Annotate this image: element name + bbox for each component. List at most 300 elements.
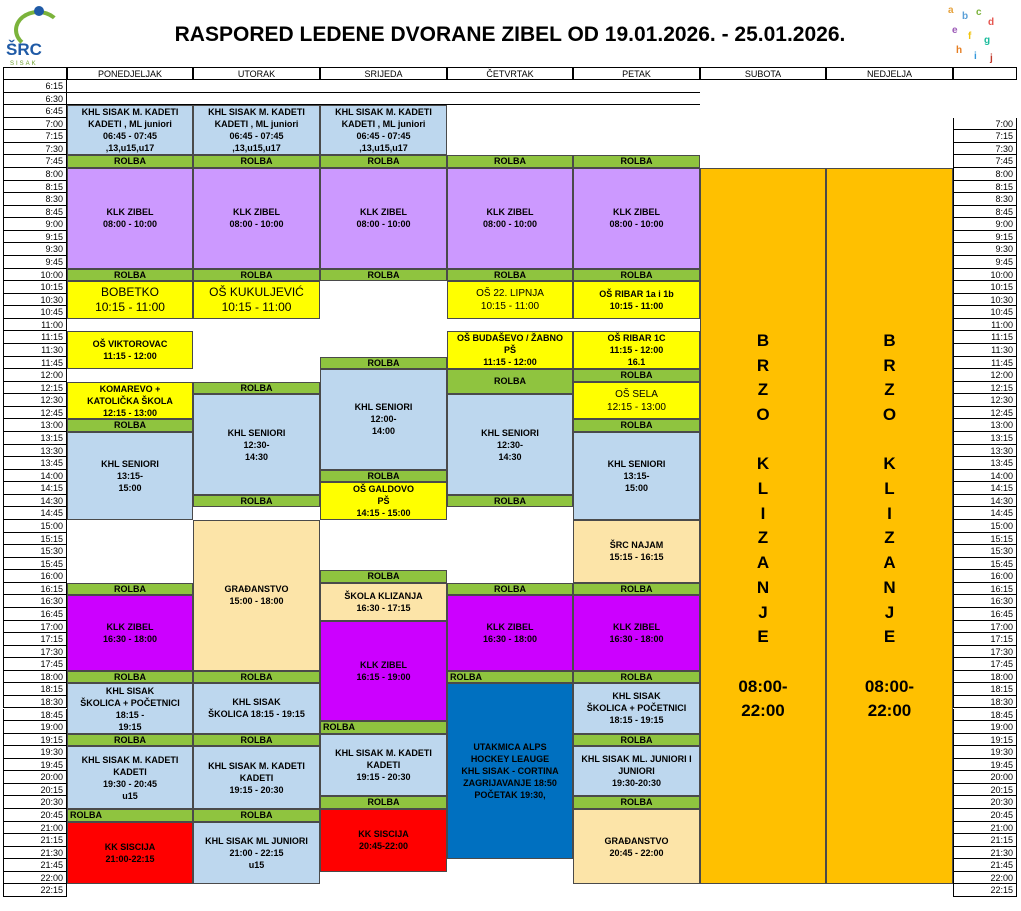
- event-text-line: KLK ZIBEL: [486, 207, 534, 218]
- time-label-right: 15:30: [953, 545, 1017, 558]
- brzo-letter: Z: [884, 528, 895, 548]
- rolba-2[interactable]: ROLBA: [320, 357, 447, 370]
- event-text-line: KADETI , ML juniori: [341, 119, 426, 130]
- time-label-left: 8:00: [3, 168, 67, 181]
- brzo-letter: N: [756, 577, 770, 597]
- rolba-3[interactable]: ROLBA: [447, 671, 573, 684]
- event-thu-budasevo[interactable]: [447, 331, 573, 369]
- event-mon-siscija[interactable]: [67, 822, 193, 885]
- time-label-left: 11:00: [3, 319, 67, 332]
- event-text-line: KADETI , ML juniori: [88, 119, 172, 130]
- day-header-2: SRIJEDA: [320, 67, 447, 80]
- time-label-right: 16:00: [953, 570, 1017, 583]
- event-text-line: KHL SENIORI: [607, 458, 666, 469]
- event-text-line: 19:15 - 20:30: [356, 772, 411, 783]
- time-label-right: 11:15: [953, 331, 1017, 344]
- time-label-left: 20:45: [3, 809, 67, 822]
- time-label-left: 13:30: [3, 445, 67, 458]
- time-label-left: 19:15: [3, 734, 67, 747]
- time-label-left: 9:00: [3, 218, 67, 231]
- rolba-0[interactable]: ROLBA: [67, 155, 193, 168]
- time-label-right: 17:00: [953, 621, 1017, 634]
- event-text-line: KLK ZIBEL: [360, 207, 407, 218]
- time-label-right: 7:30: [953, 143, 1017, 156]
- event-text-line: 16:30 - 18:00: [102, 634, 158, 645]
- time-label-left: 11:15: [3, 331, 67, 344]
- time-label-right: 22:00: [953, 872, 1017, 885]
- time-label-right: 18:00: [953, 671, 1017, 684]
- event-wed-skola[interactable]: [320, 583, 447, 621]
- time-label-right: 8:15: [953, 181, 1017, 194]
- time-label-left: 18:45: [3, 709, 67, 722]
- event-text-line: 20:45 - 22:00: [609, 847, 664, 858]
- rolba-4[interactable]: ROLBA: [573, 369, 700, 382]
- time-label-left: 7:00: [3, 118, 67, 131]
- event-fri-ribar1a[interactable]: [573, 281, 700, 319]
- time-header-right: [953, 67, 1017, 80]
- logo-figure-icon: [34, 6, 44, 16]
- event-tue-skolica[interactable]: [193, 683, 320, 733]
- event-tue-gradanstvo[interactable]: [193, 520, 320, 671]
- event-fri-sela[interactable]: [573, 382, 700, 420]
- event-text-line: OŠ GALDOVO: [352, 484, 414, 495]
- time-label-left: 8:15: [3, 181, 67, 194]
- event-text-line: BOBETKO: [100, 284, 159, 299]
- brzo-letter: N: [883, 577, 896, 597]
- time-label-right: 14:30: [953, 495, 1017, 508]
- event-brzo-klizanje-6[interactable]: [826, 168, 953, 884]
- time-label-right: 12:45: [953, 407, 1017, 420]
- row-line: [67, 92, 193, 93]
- time-label-right: 19:30: [953, 746, 1017, 759]
- event-text-line: KHL SISAK - CORTINA: [461, 766, 559, 777]
- event-text-line: KADETI , ML juniori: [214, 119, 299, 130]
- event-fri-gradanstvo[interactable]: [573, 809, 700, 884]
- rolba-0[interactable]: ROLBA: [67, 671, 193, 684]
- rolba-4[interactable]: ROLBA: [573, 583, 700, 596]
- time-label-right: 20:45: [953, 809, 1017, 822]
- brzo-letter: Z: [757, 380, 769, 400]
- time-label-right: 12:00: [953, 369, 1017, 382]
- time-label-left: 16:15: [3, 583, 67, 596]
- time-label-right: 20:00: [953, 771, 1017, 784]
- time-label-right: 7:00: [953, 118, 1017, 131]
- rolba-4[interactable]: ROLBA: [573, 796, 700, 809]
- event-text-line: KADETI: [239, 772, 274, 783]
- rolba-2[interactable]: ROLBA: [320, 796, 447, 809]
- event-klk-zibel[interactable]: [67, 168, 193, 269]
- time-label-left: 14:45: [3, 507, 67, 520]
- event-tue-khl-morning[interactable]: [193, 105, 320, 155]
- event-text-line: u15: [248, 860, 265, 871]
- event-text-line: 12:30-: [243, 439, 270, 450]
- time-label-right: 11:45: [953, 357, 1017, 370]
- rolba-2[interactable]: ROLBA: [320, 269, 447, 282]
- brzo-letter: K: [883, 454, 896, 474]
- rolba-3-block[interactable]: ROLBA: [447, 369, 573, 394]
- event-text-line: 19:30 - 20:45: [102, 778, 158, 789]
- time-label-left: 19:30: [3, 746, 67, 759]
- event-text-line: OŠ RIBAR 1a i 1b: [599, 288, 674, 299]
- event-text-line: ŠKOLICA 18:15 - 19:15: [208, 709, 305, 720]
- event-text-line: KHL SENIORI: [227, 427, 286, 438]
- time-label-right: 18:45: [953, 709, 1017, 722]
- brzo-letter: L: [757, 479, 769, 499]
- event-fri-skolica[interactable]: [573, 683, 700, 733]
- event-wed-kadeti-pm[interactable]: [320, 734, 447, 797]
- time-label-left: 12:30: [3, 394, 67, 407]
- brzo-letter: O: [882, 405, 897, 425]
- event-text-line: KHL SISAK: [105, 685, 155, 696]
- event-mon-komarevo[interactable]: [67, 382, 193, 420]
- time-label-right: 9:45: [953, 256, 1017, 269]
- event-text-line: ,13,u15,u17: [232, 143, 281, 154]
- event-wed-galdovo[interactable]: [320, 482, 447, 520]
- event-text-line: KHL SISAK: [612, 691, 661, 702]
- time-label-left: 22:00: [3, 872, 67, 885]
- event-wed-seniori[interactable]: [320, 369, 447, 470]
- time-label-right: 8:45: [953, 206, 1017, 219]
- time-label-right: 19:00: [953, 721, 1017, 734]
- event-brzo-klizanje-5[interactable]: [700, 168, 826, 884]
- event-text-line: 16.1: [627, 357, 646, 368]
- time-label-left: 6:15: [3, 80, 67, 93]
- event-text-line: 11:15 - 12:00: [103, 351, 157, 362]
- time-label-right: 7:45: [953, 155, 1017, 168]
- event-text-line: KHL SISAK M. KADETI: [208, 107, 305, 118]
- rolba-3[interactable]: ROLBA: [447, 269, 573, 282]
- rolba-0[interactable]: ROLBA: [67, 269, 193, 282]
- event-text-line: GRAĐANSTVO: [224, 584, 289, 595]
- time-label-left: 12:45: [3, 407, 67, 420]
- event-text-line: KLK ZIBEL: [106, 622, 154, 633]
- event-text-line: 11:15 - 12:00: [483, 357, 537, 368]
- event-text-line: KK SISCIJA: [104, 842, 156, 853]
- rolba-1[interactable]: ROLBA: [193, 269, 320, 282]
- event-text-line: 13:15-: [116, 470, 143, 481]
- event-mon-viktorovac[interactable]: [67, 331, 193, 369]
- rolba-0[interactable]: ROLBA: [67, 734, 193, 747]
- rolba-4[interactable]: ROLBA: [573, 734, 700, 747]
- event-mon-kadeti-pm[interactable]: [67, 746, 193, 809]
- time-label-right: 16:45: [953, 608, 1017, 621]
- time-label-right: 21:30: [953, 847, 1017, 860]
- event-text-line: 19:30-20:30: [611, 778, 662, 789]
- time-label-left: 19:45: [3, 759, 67, 772]
- brzo-letter: E: [757, 627, 769, 647]
- time-label-right: 8:00: [953, 168, 1017, 181]
- event-thu-utakmica[interactable]: [447, 683, 573, 859]
- rolba-0[interactable]: ROLBA: [67, 583, 193, 596]
- event-text-line: 10:15 - 11:00: [480, 300, 540, 312]
- time-label-left: 18:30: [3, 696, 67, 709]
- event-text-line: 16:30 - 18:00: [609, 634, 664, 645]
- event-text-line: ŠKOLICA + POČETNICI 18:15 -: [80, 697, 180, 720]
- event-text-line: OŠ RIBAR 1C: [607, 333, 666, 344]
- time-label-left: 21:00: [3, 822, 67, 835]
- event-text-line: 19:15: [118, 721, 142, 732]
- time-label-right: 21:15: [953, 834, 1017, 847]
- event-text-line: 19:15 - 20:30: [229, 784, 284, 795]
- event-tue-kukuljevic[interactable]: [193, 281, 320, 319]
- rolba-0[interactable]: ROLBA: [67, 419, 193, 432]
- brzo-letter: A: [883, 553, 896, 573]
- event-wed-klk-pm[interactable]: [320, 621, 447, 722]
- time-label-right: 14:00: [953, 470, 1017, 483]
- page-title: RASPORED LEDENE DVORANE ZIBEL OD 19.01.2026. - 25.01.2026.: [174, 23, 846, 46]
- event-text-line: KHL SENIORI: [101, 458, 159, 469]
- brzo-letter: R: [883, 355, 896, 375]
- event-text-line: KATOLIČKA ŠKOLA: [87, 395, 173, 406]
- event-klk-zibel[interactable]: [447, 168, 573, 269]
- brzo-letter: L: [884, 479, 895, 499]
- event-text-line: OŠ SELA: [615, 388, 658, 400]
- time-label-left: 8:30: [3, 193, 67, 206]
- brzo-letter: B: [756, 330, 770, 350]
- event-wed-siscija[interactable]: [320, 809, 447, 872]
- event-mon-klk-pm[interactable]: [67, 595, 193, 670]
- event-text-line: 12:00-: [370, 414, 397, 425]
- time-label-right: 9:30: [953, 243, 1017, 256]
- event-mon-khl-morning[interactable]: [67, 105, 193, 155]
- rolba-2[interactable]: ROLBA: [320, 721, 447, 734]
- rolba-1[interactable]: ROLBA: [193, 155, 320, 168]
- event-text-line: 10:15 - 11:00: [609, 300, 664, 311]
- rolba-4[interactable]: ROLBA: [573, 671, 700, 684]
- event-text-line: KLK ZIBEL: [233, 207, 280, 218]
- event-tue-kadeti-pm[interactable]: [193, 746, 320, 809]
- time-label-left: 13:00: [3, 419, 67, 432]
- event-text-line: 13:15-: [623, 470, 650, 481]
- time-label-right: 18:15: [953, 683, 1017, 696]
- event-text-line: 06:45 - 07:45: [356, 131, 411, 142]
- event-text-line: ŠKOLICA + POČETNICI: [586, 703, 687, 714]
- rolba-1[interactable]: ROLBA: [193, 495, 320, 508]
- brzo-letter: J: [884, 602, 895, 622]
- decorative-letters-icon: a b c d e f g h i j: [948, 5, 995, 64]
- time-label-left: 14:30: [3, 495, 67, 508]
- event-text-line: 10:15 - 11:00: [95, 299, 165, 314]
- event-text-line: 08:00 - 10:00: [229, 219, 284, 230]
- event-text-line: 06:45 - 07:45: [102, 131, 158, 142]
- event-text-line: u15: [122, 790, 138, 801]
- time-label-right: 11:30: [953, 344, 1017, 357]
- time-label-left: 12:15: [3, 382, 67, 395]
- day-header-0: PONEDJELJAK: [67, 67, 193, 80]
- time-label-left: 7:30: [3, 143, 67, 156]
- time-label-right: 13:30: [953, 445, 1017, 458]
- event-tue-juniori-late[interactable]: [193, 822, 320, 885]
- event-tue-seniori[interactable]: [193, 394, 320, 495]
- event-thu-22lipnja[interactable]: [447, 281, 573, 319]
- event-text-line: 06:45 - 07:45: [229, 131, 284, 142]
- brzo-time: 22:00: [741, 701, 785, 721]
- event-text-line: 18:15 - 19:15: [609, 715, 664, 726]
- event-text-line: 16:15 - 19:00: [356, 671, 411, 682]
- brzo-letter: Z: [884, 380, 895, 400]
- brzo-letter: I: [760, 503, 766, 523]
- time-label-left: 16:30: [3, 595, 67, 608]
- logo-text: ŠRC: [6, 40, 42, 59]
- event-text-line: ,13,u15,u17: [359, 143, 408, 154]
- brzo-time: 08:00-: [738, 676, 788, 696]
- time-label-left: 7:15: [3, 130, 67, 143]
- event-text-line: 16:30 - 18:00: [482, 634, 538, 645]
- event-text-line: OŠ VIKTOROVAC: [92, 339, 168, 350]
- event-mon-bobetko[interactable]: [67, 281, 193, 319]
- time-label-right: 20:30: [953, 796, 1017, 809]
- row-line: [573, 104, 700, 105]
- time-label-left: 15:30: [3, 545, 67, 558]
- time-label-left: 14:15: [3, 482, 67, 495]
- logo-subtext: SISAK: [10, 61, 38, 67]
- event-text-line: 15:00 - 18:00: [229, 596, 284, 607]
- rolba-2[interactable]: ROLBA: [320, 155, 447, 168]
- brzo-letter: A: [756, 553, 770, 573]
- event-text-line: KOMAREVO +: [99, 383, 161, 394]
- time-label-right: 8:30: [953, 193, 1017, 206]
- rolba-4[interactable]: ROLBA: [573, 269, 700, 282]
- time-label-left: 11:30: [3, 344, 67, 357]
- event-klk-zibel[interactable]: [193, 168, 320, 269]
- event-text-line: KLK ZIBEL: [486, 622, 534, 633]
- event-text-line: 14:30: [498, 451, 522, 462]
- time-label-left: 9:15: [3, 231, 67, 244]
- event-text-line: 08:00 - 10:00: [356, 219, 411, 230]
- time-label-right: 11:00: [953, 319, 1017, 332]
- row-line: [447, 104, 573, 105]
- event-text-line: 15:15 - 16:15: [609, 552, 664, 563]
- brzo-letter: I: [887, 503, 892, 523]
- event-thu-seniori[interactable]: [447, 394, 573, 495]
- time-label-left: 17:15: [3, 633, 67, 646]
- event-wed-khl-morning[interactable]: [320, 105, 447, 155]
- rolba-2[interactable]: ROLBA: [320, 570, 447, 583]
- event-text-line: KADETI: [113, 766, 147, 777]
- event-text-line: PŠ: [377, 496, 390, 507]
- event-text-line: KHL SISAK M. KADETI: [208, 760, 305, 771]
- rolba-4[interactable]: ROLBA: [573, 419, 700, 432]
- event-text-line: KHL SISAK M. KADETI: [81, 107, 179, 118]
- event-fri-klk-pm[interactable]: [573, 595, 700, 670]
- time-label-right: 9:00: [953, 218, 1017, 231]
- event-text-line: KLK ZIBEL: [613, 207, 660, 218]
- time-label-right: 14:15: [953, 482, 1017, 495]
- time-label-right: 21:00: [953, 822, 1017, 835]
- time-label-right: 7:15: [953, 130, 1017, 143]
- rolba-3[interactable]: ROLBA: [447, 155, 573, 168]
- event-text-line: 08:00 - 10:00: [102, 219, 158, 230]
- time-label-right: 17:15: [953, 633, 1017, 646]
- time-label-left: 10:30: [3, 294, 67, 307]
- event-klk-zibel[interactable]: [573, 168, 700, 269]
- rolba-1[interactable]: ROLBA: [193, 671, 320, 684]
- time-label-left: 9:45: [3, 256, 67, 269]
- time-label-left: 17:00: [3, 621, 67, 634]
- event-text-line: KHL SISAK M. KADETI: [335, 107, 432, 118]
- event-text-line: 14:15 - 15:00: [356, 508, 411, 519]
- brzo-letter: K: [756, 454, 770, 474]
- row-line: [320, 92, 447, 93]
- event-text-line: 11:15 - 12:00: [609, 345, 664, 356]
- time-label-left: 21:15: [3, 834, 67, 847]
- event-mon-skolica[interactable]: [67, 683, 193, 733]
- event-text-line: 12:30-: [496, 439, 523, 450]
- event-thu-klk-pm[interactable]: [447, 595, 573, 670]
- time-label-right: 16:30: [953, 595, 1017, 608]
- day-header-1: UTORAK: [193, 67, 320, 80]
- event-text-line: 12:15 - 13:00: [102, 407, 158, 418]
- time-label-left: 20:00: [3, 771, 67, 784]
- event-text-line: KK SISCIJA: [358, 829, 409, 840]
- time-label-right: 15:00: [953, 520, 1017, 533]
- event-text-line: KHL SISAK M. KADETI: [335, 748, 432, 759]
- event-text-line: ZAGRIJAVANJE 18:50: [463, 778, 557, 789]
- rolba-1[interactable]: ROLBA: [193, 734, 320, 747]
- brzo-time: 22:00: [867, 701, 912, 721]
- time-label-left: 8:45: [3, 206, 67, 219]
- event-text-line: ŠRC NAJAM: [609, 540, 664, 551]
- time-label-left: 15:45: [3, 558, 67, 571]
- rolba-3[interactable]: ROLBA: [447, 495, 573, 508]
- rolba-1[interactable]: ROLBA: [193, 809, 320, 822]
- time-label-right: 20:15: [953, 784, 1017, 797]
- day-header-6: NEDJELJA: [826, 67, 953, 80]
- event-text-line: ŠKOLA KLIZANJA: [344, 590, 423, 601]
- row-line: [447, 92, 573, 93]
- time-label-left: 10:00: [3, 269, 67, 282]
- event-text-line: KLK ZIBEL: [106, 207, 154, 218]
- event-text-line: OŠ KUKULJEVIĆ: [209, 284, 304, 299]
- time-label-right: 12:15: [953, 382, 1017, 395]
- time-label-right: 17:45: [953, 658, 1017, 671]
- event-text-line: 16:30 - 17:15: [356, 602, 411, 613]
- event-fri-seniori[interactable]: [573, 432, 700, 520]
- rolba-1[interactable]: ROLBA: [193, 382, 320, 395]
- event-fri-najam[interactable]: [573, 520, 700, 583]
- time-label-left: 19:00: [3, 721, 67, 734]
- time-header-left: [3, 67, 67, 80]
- time-label-right: 22:15: [953, 884, 1017, 897]
- event-klk-zibel[interactable]: [320, 168, 447, 269]
- event-fri-ribar1c[interactable]: [573, 331, 700, 369]
- event-fri-juniori-pm[interactable]: [573, 746, 700, 796]
- event-text-line: 21:00-22:15: [105, 854, 155, 865]
- time-label-left: 12:00: [3, 369, 67, 382]
- time-label-right: 10:15: [953, 281, 1017, 294]
- event-text-line: 15:00: [624, 482, 649, 493]
- event-text-line: KHL SENIORI: [354, 402, 413, 413]
- time-label-left: 17:45: [3, 658, 67, 671]
- time-label-right: 17:30: [953, 646, 1017, 659]
- event-text-line: GRAĐANSTVO: [604, 835, 669, 846]
- rolba-3[interactable]: ROLBA: [447, 583, 573, 596]
- time-label-left: 11:45: [3, 357, 67, 370]
- src-logo: [4, 4, 64, 66]
- time-label-left: 10:45: [3, 306, 67, 319]
- rolba-2[interactable]: ROLBA: [320, 470, 447, 483]
- event-mon-seniori[interactable]: [67, 432, 193, 520]
- rolba-0[interactable]: ROLBA: [67, 809, 193, 822]
- day-header-3: ČETVRTAK: [447, 67, 573, 80]
- time-label-left: 13:15: [3, 432, 67, 445]
- event-text-line: JUNIORI: [618, 766, 655, 777]
- rolba-4[interactable]: ROLBA: [573, 155, 700, 168]
- row-line: [193, 92, 320, 93]
- brzo-letter: B: [883, 330, 896, 350]
- event-text-line: OŠ BUDAŠEVO / ŽABNO: [456, 333, 563, 344]
- time-label-left: 20:15: [3, 784, 67, 797]
